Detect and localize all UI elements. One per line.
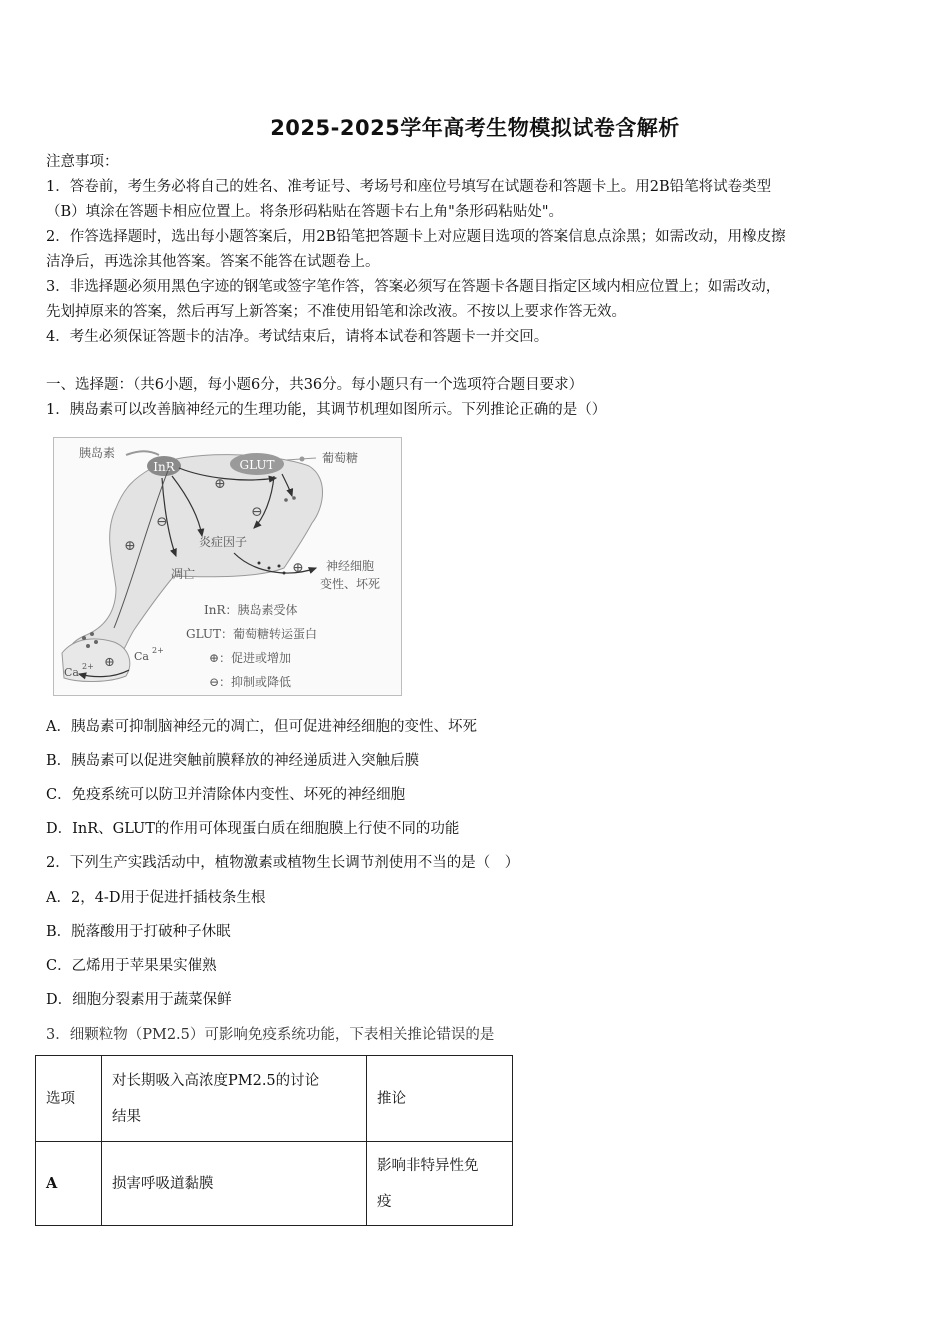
q3-stem: 3．细颗粒物（PM2.5）可影响免疫系统功能，下表相关推论错误的是 xyxy=(46,1027,495,1043)
q3-table xyxy=(35,1055,513,1226)
section-heading: 一、选择题：（共6小题，每小题6分，共36分。每小题只有一个选项符合题目要求） xyxy=(46,377,584,393)
inr-label: InR xyxy=(153,460,175,474)
note-2b: 洁净后，再选涂其他答案。答案不能答在试题卷上。 xyxy=(46,254,380,270)
plus-marker: ⊕ xyxy=(292,560,304,576)
q1-option-b: B．胰岛素可以促进突触前膜释放的神经递质进入突触后膜 xyxy=(46,753,420,769)
page-title: 2025-2025学年高考生物模拟试卷含解析 xyxy=(270,116,680,140)
minus-marker: ⊖ xyxy=(251,504,263,520)
q2-option-a: A．2，4-D用于促进扦插枝条生根 xyxy=(46,890,266,906)
row-inference-line2: 疫 xyxy=(377,1193,392,1210)
header-discussion xyxy=(102,1056,367,1142)
q2-option-d: D．细胞分裂素用于蔬菜保鲜 xyxy=(46,992,232,1008)
glut-label: GLUT xyxy=(239,458,275,472)
q1-option-d: D．InR、GLUT的作用可体现蛋白质在细胞膜上行使不同的功能 xyxy=(46,821,460,837)
row-discussion: 损害呼吸道黏膜 xyxy=(102,1142,367,1226)
header-discussion-line1: 对长期吸入高浓度PM2.5的讨论 xyxy=(112,1072,320,1089)
table-header-row xyxy=(36,1056,513,1142)
header-discussion-line2: 结果 xyxy=(112,1108,141,1125)
ca-label: Ca xyxy=(134,650,149,663)
plus-marker: ⊕ xyxy=(124,538,136,554)
table-row xyxy=(36,1142,513,1226)
note-3b: 先划掉原来的答案，然后再写上新答案；不准使用铅笔和涂改液。不按以上要求作答无效。 xyxy=(46,304,626,320)
note-2a: 2．作答选择题时，选出每小题答案后，用2B铅笔把答题卡上对应题目选项的答案信息点涂黑；如需改动，用橡皮擦 xyxy=(46,229,786,245)
note-4: 4．考生必须保证答题卡的洁净。考试结束后，请将本试卷和答题卡一并交回。 xyxy=(46,329,549,345)
minus-marker: ⊖ xyxy=(156,514,168,530)
plus-marker: ⊕ xyxy=(214,476,226,492)
ca-sup: 2+ xyxy=(82,662,94,671)
note-1a: 1．答卷前，考生务必将自己的姓名、准考证号、考场号和座位号填写在试题卷和答题卡上。用2B铅笔将试卷类型 xyxy=(46,179,772,195)
q2-stem: 2．下列生产实践活动中，植物激素或植物生长调节剂使用不当的是（ ） xyxy=(46,855,520,871)
legend-plus: ⊕：促进或增加 xyxy=(209,651,292,665)
neuron-label-1: 神经细胞 xyxy=(326,559,375,573)
glucose-label: 葡萄糖 xyxy=(322,451,359,465)
legend-minus: ⊖：抑制或降低 xyxy=(209,675,292,689)
row-option: A xyxy=(36,1142,102,1226)
insulin-label: 胰岛素 xyxy=(79,446,116,460)
legend-inr: InR：胰岛素受体 xyxy=(204,603,298,617)
insulin-mechanism-figure xyxy=(53,437,402,696)
notes-heading: 注意事项： xyxy=(46,154,119,170)
header-inference: 推论 xyxy=(367,1056,513,1142)
q1-option-c: C．免疫系统可以防卫并清除体内变性、坏死的神经细胞 xyxy=(46,787,406,803)
note-3a: 3．非选择题必须用黑色字迹的钢笔或签字笔作答，答案必须写在答题卡各题目指定区域内相应位置上；如需改动， xyxy=(46,279,781,295)
note-1b: （B）填涂在答题卡相应位置上。将条形码粘贴在答题卡右上角"条形码粘贴处"。 xyxy=(46,204,563,220)
row-inference xyxy=(367,1142,513,1226)
q1-stem: 1．胰岛素可以改善脑神经元的生理功能，其调节机理如图所示。下列推论正确的是（） xyxy=(46,402,607,418)
q2-option-b: B．脱落酸用于打破种子休眠 xyxy=(46,924,231,940)
q1-option-a: A．胰岛素可抑制脑神经元的凋亡，但可促进神经细胞的变性、坏死 xyxy=(46,719,477,735)
apoptosis-label: 凋亡 xyxy=(171,567,196,581)
q2-option-c: C．乙烯用于苹果果实催熟 xyxy=(46,958,217,974)
neuron-label-2: 变性、坏死 xyxy=(320,577,381,591)
plus-marker: ⊕ xyxy=(104,655,115,670)
legend-glut: GLUT：葡萄糖转运蛋白 xyxy=(186,627,318,641)
row-inference-line1: 影响非特异性免 xyxy=(377,1157,479,1174)
inflammation-label: 炎症因子 xyxy=(199,535,248,549)
header-option: 选项 xyxy=(36,1056,102,1142)
ca-label: Ca xyxy=(64,666,79,679)
ca-sup: 2+ xyxy=(152,646,164,655)
